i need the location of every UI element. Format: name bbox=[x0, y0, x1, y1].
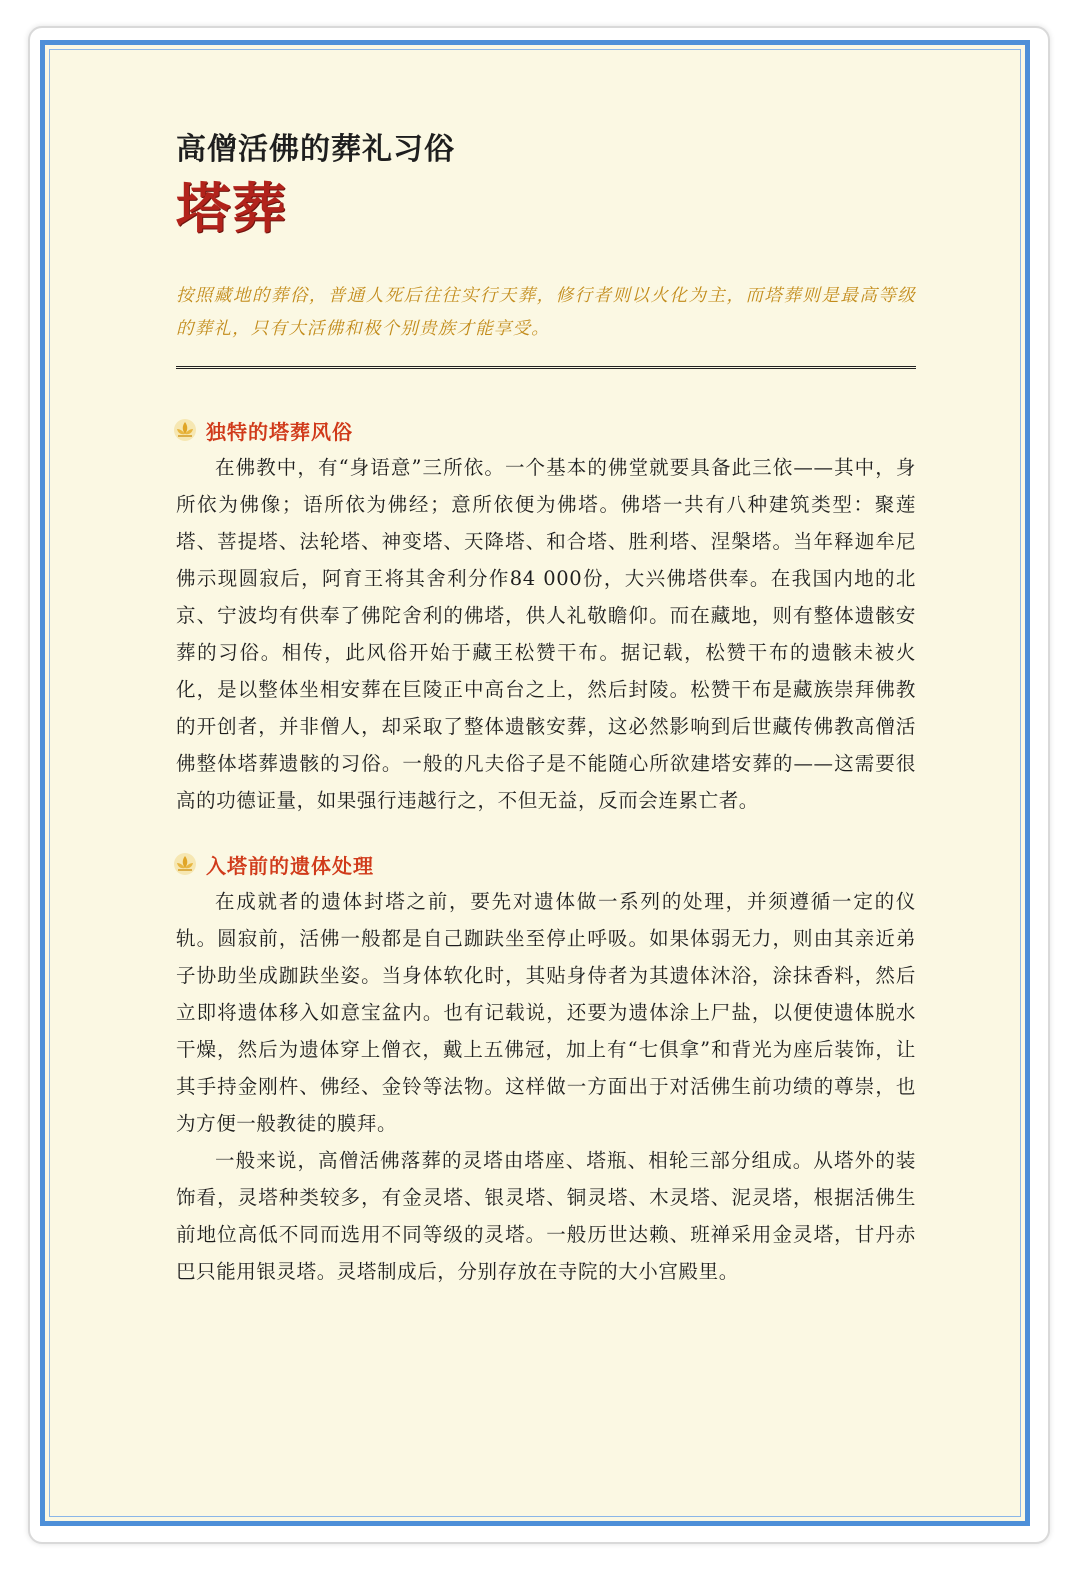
series-title: 高僧活佛的葬礼习俗 bbox=[176, 132, 455, 167]
page-title: 塔葬 bbox=[176, 176, 288, 240]
divider bbox=[176, 366, 916, 369]
lotus-icon bbox=[172, 851, 198, 877]
intro-text: 按照藏地的葬俗，普通人死后往往实行天葬，修行者则以火化为主，而塔葬则是最高等级的葬礼，只有大活佛和极个别贵族才能享受。 bbox=[176, 286, 916, 339]
section-title: 入塔前的遗体处理 bbox=[206, 853, 374, 878]
section-title: 独特的塔葬风俗 bbox=[206, 419, 353, 444]
section-heading-2 bbox=[176, 847, 916, 881]
paragraph: 在成就者的遗体封塔之前，要先对遗体做一系列的处理，并须遵循一定的仪轨。圆寂前，活佛一般都是自己跏趺坐至停止呼吸。如果体弱无力，则由其亲近弟子协助坐成跏趺坐姿。当身体软化时，其贴身侍者为其遗体沐浴，涂抹香料，然后立即将遗体移入如意宝盆内。也有记载说，还要为遗体涂上尸盐，以便使遗体脱水干燥，然后为遗体穿上僧衣，戴上五佛冠，加上有“七俱拿”和背光为座后装饰，让其手持金刚杵、佛经、金铃等法物。这样做一方面出于对活佛生前功绩的尊崇，也为方便一般教徒的膜拜。 bbox=[176, 890, 916, 1135]
paragraph: 一般来说，高僧活佛落葬的灵塔由塔座、塔瓶、相轮三部分组成。从塔外的装饰看，灵塔种类较多，有金灵塔、银灵塔、铜灵塔、木灵塔、泥灵塔，根据活佛生前地位高低不同而选用不同等级的灵塔。一般历世达赖、班禅采用金灵塔，甘丹赤巴只能用银灵塔。灵塔制成后，分别存放在寺院的大小宫殿里。 bbox=[176, 1149, 916, 1283]
lotus-icon bbox=[172, 417, 198, 443]
page-content bbox=[176, 128, 916, 1290]
section-heading-1 bbox=[176, 413, 916, 447]
section-body-2 bbox=[176, 883, 916, 1290]
paragraph: 在佛教中，有“身语意”三所依。一个基本的佛堂就要具备此三依——其中，身所依为佛像；语所依为佛经；意所依便为佛塔。佛塔一共有八种建筑类型：聚莲塔、菩提塔、法轮塔、神变塔、天降塔、和合塔、胜利塔、涅槃塔。当年释迦牟尼佛示现圆寂后，阿育王将其舍利分作84 000份，大兴佛塔供奉。在我国内地的北京、宁波均有供奉了佛陀舍利的佛塔，供人礼敬瞻仰。而在藏地，则有整体遗骸安葬的习俗。相传，此风俗开始于藏王松赞干布。据记载，松赞干布的遗骸未被火化，是以整体坐相安葬在巨陵正中高台之上，然后封陵。松赞干布是藏族崇拜佛教的开创者，并非僧人，却采取了整体遗骸安葬，这必然影响到后世藏传佛教高僧活佛整体塔葬遗骸的习俗。一般的凡夫俗子是不能随心所欲建塔安葬的——这需要很高的功德证量，如果强行违越行之，不但无益，反而会连累亡者。 bbox=[176, 456, 916, 812]
section-body-1 bbox=[176, 449, 916, 819]
